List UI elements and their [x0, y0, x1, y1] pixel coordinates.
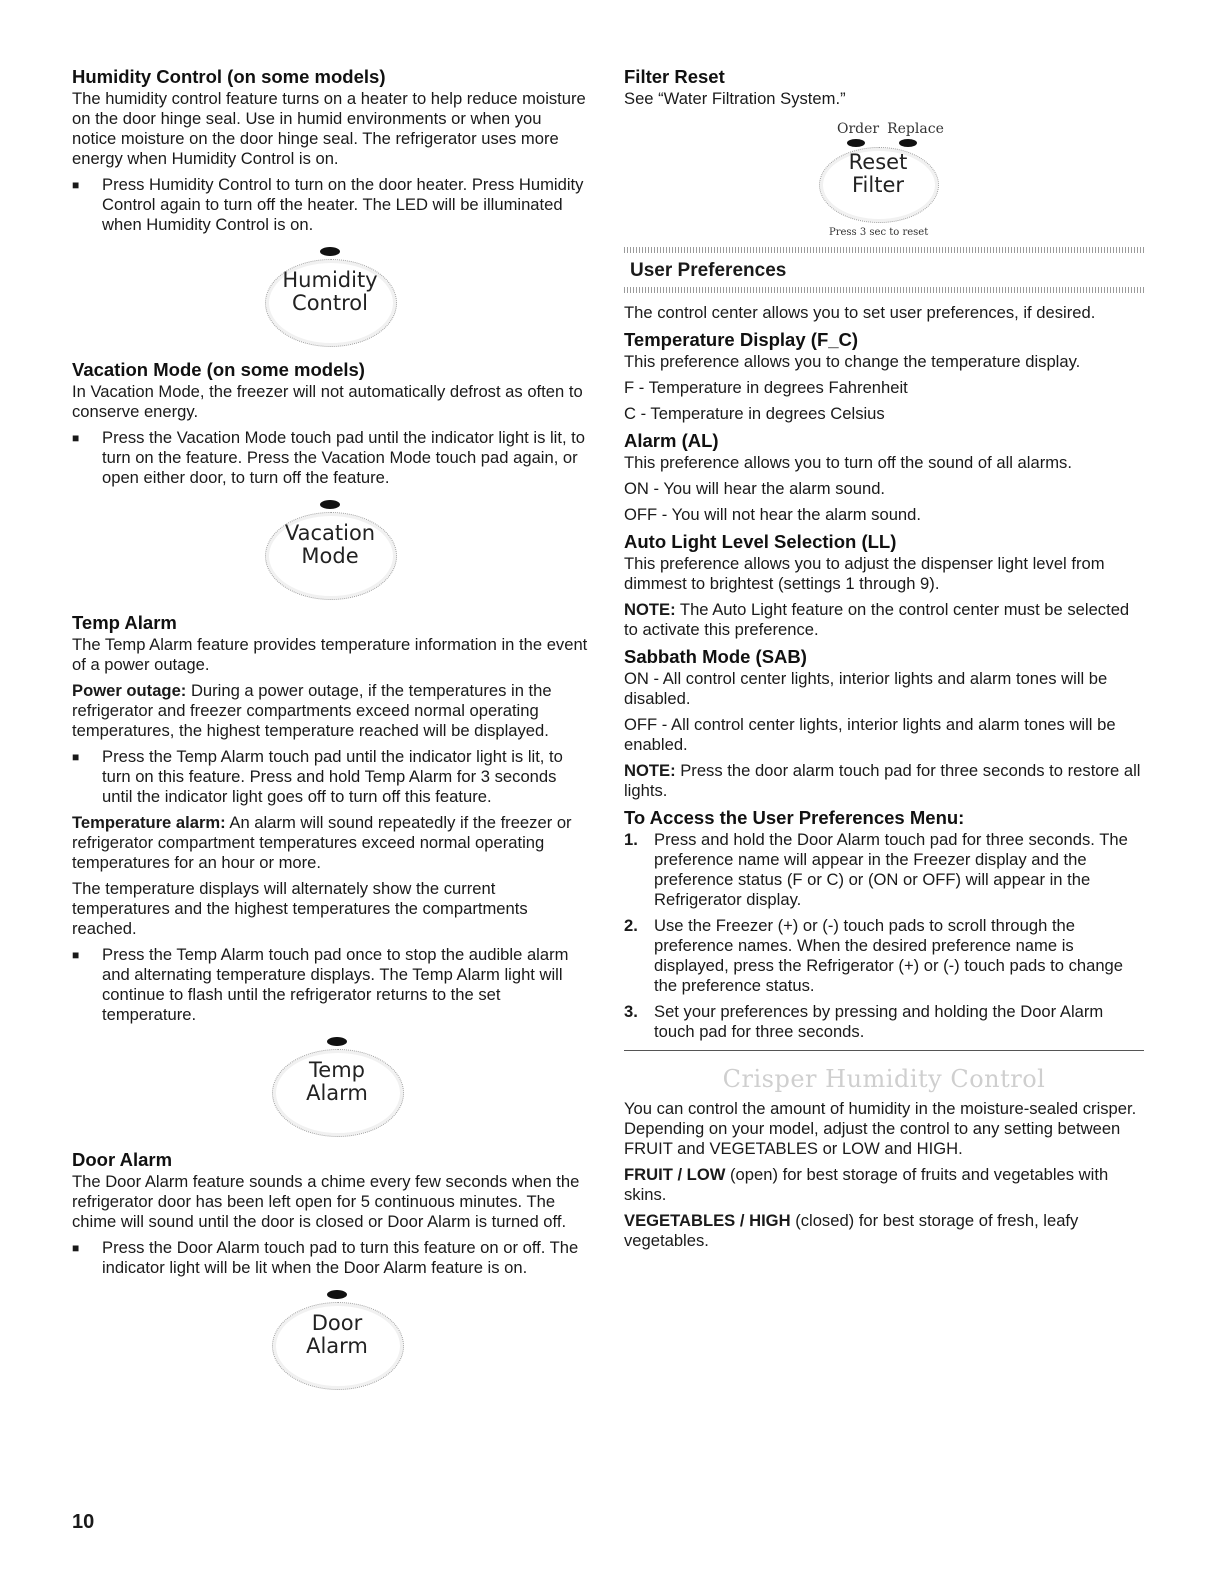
temp-celsius: C - Temperature in degrees Celsius [624, 404, 885, 423]
step-text: Press and hold the Door Alarm touch pad for three seconds. The preference name will appear in the Freezer display and the preference status (F or C) or (ON or OFF) will appear in the Refrigerator display. [654, 830, 1128, 909]
filter-reset-heading: Filter Reset [624, 66, 725, 87]
temperature-alarm-lead: Temperature alarm: [72, 813, 226, 832]
temp-display-heading: Temperature Display (F_C) [624, 329, 859, 350]
reset-caption: Press 3 sec to reset [829, 227, 929, 238]
door-alarm-paragraph: The Door Alarm feature sounds a chime every few seconds when the refrigerator door has been left open for 5 continuous minutes. The chime will sound until the door is closed or Door Alarm is turned off. [72, 1172, 580, 1231]
humidity-bullet: ■ Press Humidity Control to turn on the door heater. Press Humidity Control again to turn off the heater. The LED will be illuminated when Humidity Control is on. [72, 175, 588, 235]
pad-label-line2: Control [292, 291, 368, 315]
hatch-divider [624, 287, 1144, 293]
humidity-control-pad-icon [265, 247, 395, 347]
temp-alarm-pad-icon [272, 1037, 402, 1137]
temp-display-paragraph: This preference allows you to change the temperature display. [624, 352, 1081, 371]
right-column [624, 66, 1144, 1257]
vacation-paragraph: In Vacation Mode, the freezer will not automatically defrost as often to conserve energy. [72, 382, 583, 421]
pad-label-line2: Alarm [306, 1081, 368, 1105]
sabbath-heading: Sabbath Mode (SAB) [624, 646, 807, 667]
indicator-led-icon [327, 1037, 347, 1046]
replace-led-icon [899, 139, 917, 147]
pad-label-line2: Filter [851, 173, 904, 197]
filter-reset-paragraph: See “Water Filtration System.” [624, 89, 846, 108]
page-number: 10 [72, 1511, 95, 1533]
vacation-heading: Vacation Mode (on some models) [72, 359, 365, 380]
sabbath-off: OFF - All control center lights, interior lights and alarm tones will be enabled. [624, 715, 1116, 754]
light-level-paragraph: This preference allows you to adjust the dispenser light level from dimmest to brightest (settings 1 through 9). [624, 554, 1105, 593]
door-alarm-pad-icon [272, 1290, 402, 1390]
note-text: Press the door alarm touch pad for three seconds to restore all lights. [624, 761, 1141, 800]
vacation-bullet: ■ Press the Vacation Mode touch pad until the indicator light is lit, to turn on the feature. Press the Vacation Mode touch pad again, or open either door, to turn off the feature. [72, 428, 588, 488]
step-text: Set your preferences by pressing and holding the Door Alarm touch pad for three seconds. [654, 1002, 1104, 1041]
indicator-led-icon [320, 500, 340, 509]
door-alarm-heading: Door Alarm [72, 1149, 173, 1170]
reset-filter-pad-figure [624, 119, 1144, 239]
note-text: The Auto Light feature on the control center must be selected to activate this preference. [624, 600, 1130, 639]
light-level-heading: Auto Light Level Selection (LL) [624, 531, 897, 552]
fruit-low-paragraph [624, 1165, 1144, 1205]
vegetables-high-text: (closed) for best storage of fresh, leafy vegetables. [624, 1211, 1079, 1250]
pad-label-line1: Humidity [282, 268, 378, 292]
pad-label-line2: Alarm [306, 1334, 368, 1358]
temp-alarm-bullet-1: ■ Press the Temp Alarm touch pad until the indicator light is lit, to turn on this feature. Press and hold Temp Alarm for 3 seconds until the indicator light goes off to turn off this feature. [72, 747, 588, 807]
temp-display-paragraph: The temperature displays will alternately show the current temperatures and the highest temperatures the compartments reached. [72, 879, 528, 938]
user-preferences-banner [624, 247, 1144, 293]
temp-fahrenheit: F - Temperature in degrees Fahrenheit [624, 378, 908, 397]
indicator-led-icon [327, 1290, 347, 1299]
step-number: 3. [624, 1002, 638, 1021]
indicator-led-icon [320, 247, 340, 256]
note-lead: NOTE: [624, 600, 676, 619]
alarm-heading: Alarm (AL) [624, 430, 719, 451]
vacation-mode-pad-figure [72, 500, 588, 600]
fruit-low-lead: FRUIT / LOW [624, 1165, 726, 1184]
power-outage-paragraph [72, 681, 588, 741]
humidity-heading: Humidity Control (on some models) [72, 66, 386, 87]
step-number: 1. [624, 830, 638, 849]
pad-label-line1: Door [311, 1311, 363, 1335]
power-outage-text: During a power outage, if the temperatures in the refrigerator and freezer compartments exceed normal operating temperatures, the highest temperature reached will be displayed. [72, 681, 552, 740]
alarm-off: OFF - You will not hear the alarm sound. [624, 505, 921, 524]
temperature-alarm-paragraph [72, 813, 588, 873]
temp-alarm-pad-figure [72, 1037, 588, 1137]
step-number: 2. [624, 916, 638, 935]
fruit-low-text: (open) for best storage of fruits and vegetables with skins. [624, 1165, 1109, 1204]
sabbath-note [624, 761, 1144, 801]
door-alarm-bullet: ■ Press the Door Alarm touch pad to turn this feature on or off. The indicator light will be lit when the Door Alarm feature is on. [72, 1238, 588, 1278]
order-led-icon [847, 139, 865, 147]
vegetables-high-lead: VEGETABLES / HIGH [624, 1211, 791, 1230]
crisper-heading: Crisper Humidity Control [722, 1065, 1046, 1093]
access-step-2 [624, 916, 1144, 996]
vegetables-high-paragraph [624, 1211, 1144, 1251]
sabbath-on: ON - All control center lights, interior lights and alarm tones will be disabled. [624, 669, 1108, 708]
light-level-note [624, 600, 1144, 640]
user-preferences-title: User Preferences [630, 260, 787, 281]
pad-label-line1: Temp [309, 1058, 365, 1082]
pad-label-line1: Vacation [284, 521, 376, 545]
pad-label-line1: Reset [848, 150, 908, 174]
power-outage-lead: Power outage: [72, 681, 187, 700]
vacation-mode-pad-icon [265, 500, 395, 600]
temp-alarm-bullet-2: ■ Press the Temp Alarm touch pad once to stop the audible alarm and alternating temperature displays. The Temp Alarm light will continue to flash until the refrigerator returns to the set temperature. [72, 945, 588, 1025]
humidity-paragraph: The humidity control feature turns on a heater to help reduce moisture on the door hinge seal. Use in humid environments or when you notice moisture on the door hinge seal. The refrigerator uses more energy when Humidity Control is on. [72, 89, 586, 168]
door-alarm-pad-figure [72, 1290, 588, 1390]
temp-alarm-heading: Temp Alarm [72, 612, 177, 633]
section-divider [624, 1050, 1144, 1051]
access-menu-heading: To Access the User Preferences Menu: [624, 807, 965, 828]
replace-label: Replace [887, 121, 944, 137]
temp-alarm-paragraph: The Temp Alarm feature provides temperature information in the event of a power outage. [72, 635, 588, 674]
alarm-paragraph: This preference allows you to turn off the sound of all alarms. [624, 453, 1072, 472]
access-step-3 [624, 1002, 1144, 1042]
alarm-on: ON - You will hear the alarm sound. [624, 479, 886, 498]
pad-label-line2: Mode [301, 544, 359, 568]
crisper-paragraph: You can control the amount of humidity in the moisture-sealed crisper. Depending on your model, adjust the control to any setting between FRUIT and VEGETABLES or LOW and HIGH. [624, 1099, 1137, 1158]
order-label: Order [837, 121, 880, 137]
note-lead: NOTE: [624, 761, 676, 780]
step-text: Use the Freezer (+) or (-) touch pads to scroll through the preference names. When the desired preference name is displayed, press the Refrigerator (+) or (-) touch pads to change the preference status. [654, 916, 1124, 995]
access-step-1 [624, 830, 1144, 910]
user-prefs-intro: The control center allows you to set user preferences, if desired. [624, 303, 1096, 322]
humidity-control-pad-figure [72, 247, 588, 347]
temperature-alarm-text: An alarm will sound repeatedly if the freezer or refrigerator compartment temperatures exceed normal operating temperatures for an hour or more. [72, 813, 572, 872]
left-column [72, 66, 588, 1402]
